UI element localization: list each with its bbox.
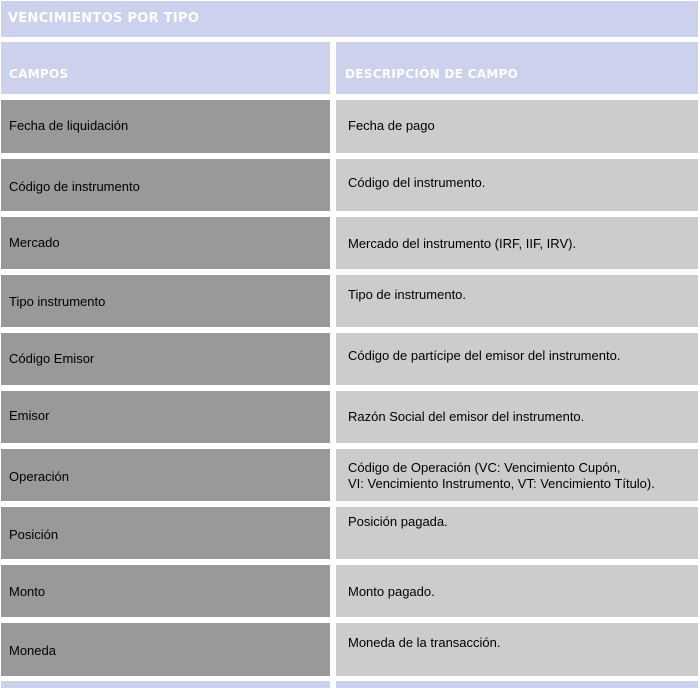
description-cell: [336, 391, 698, 443]
table-row: [0, 275, 700, 327]
field-description: Razón Social del emisor del instrumento.: [348, 409, 585, 424]
field-name: Emisor: [9, 408, 50, 423]
field-description: Tipo de instrumento.: [348, 287, 467, 302]
field-description-continued: VI: Vencimiento Instrumento, VT: Vencimiento Título).: [348, 476, 655, 491]
table-row: [0, 100, 700, 153]
field-name: Tipo instrumento: [9, 294, 106, 309]
description-cell: [336, 159, 698, 211]
column-header-fields: CAMPOS: [1, 42, 330, 94]
table-row: [0, 333, 700, 385]
description-cell: [336, 217, 698, 269]
description-cell: [336, 100, 698, 153]
field-cell: [1, 623, 330, 676]
field-cell: [1, 391, 330, 443]
field-cell: [1, 333, 330, 385]
next-row-edge: [1, 681, 330, 688]
field-cell: [1, 100, 330, 153]
table-row: [0, 565, 700, 617]
field-description: Código de partícipe del emisor del instrumento.: [348, 348, 621, 363]
field-cell: [1, 565, 330, 617]
description-cell: [336, 275, 698, 327]
table-row: [0, 449, 700, 501]
field-cell: [1, 159, 330, 211]
field-description: Código de Operación (VC: Vencimiento Cupón,: [348, 460, 621, 475]
description-cell: [336, 565, 698, 617]
field-name: Mercado: [9, 235, 60, 250]
field-name: Monto: [9, 584, 46, 599]
description-cell: [336, 449, 698, 501]
next-row-edge: [336, 681, 698, 688]
table-row: [0, 391, 700, 443]
field-description: Mercado del instrumento (IRF, IIF, IRV).: [348, 236, 577, 251]
table-row: [0, 507, 700, 559]
field-name: Posición: [9, 527, 59, 542]
field-name: Fecha de liquidación: [9, 118, 129, 133]
field-description: Monto pagado.: [348, 584, 435, 599]
table-row: [0, 217, 700, 269]
description-cell: [336, 507, 698, 559]
field-name: Código Emisor: [9, 351, 95, 366]
field-name: Operación: [9, 469, 69, 484]
field-cell: [1, 217, 330, 269]
description-cell: [336, 623, 698, 676]
field-name: Código de instrumento: [9, 179, 140, 194]
field-description: Moneda de la transacción.: [348, 635, 501, 650]
field-cell: [1, 449, 330, 501]
table-title: VENCIMIENTOS POR TIPO: [1, 1, 698, 37]
description-cell: [336, 333, 698, 385]
field-description: Código del instrumento.: [348, 175, 486, 190]
field-cell: [1, 507, 330, 559]
column-header-description: DESCRIPCIÓN DE CAMPO: [336, 42, 698, 94]
table-row: [0, 623, 700, 676]
field-description: Posición pagada.: [348, 514, 448, 529]
field-name: Moneda: [9, 643, 56, 658]
field-cell: [1, 275, 330, 327]
field-description: Fecha de pago: [348, 118, 435, 133]
table-row: [0, 159, 700, 211]
